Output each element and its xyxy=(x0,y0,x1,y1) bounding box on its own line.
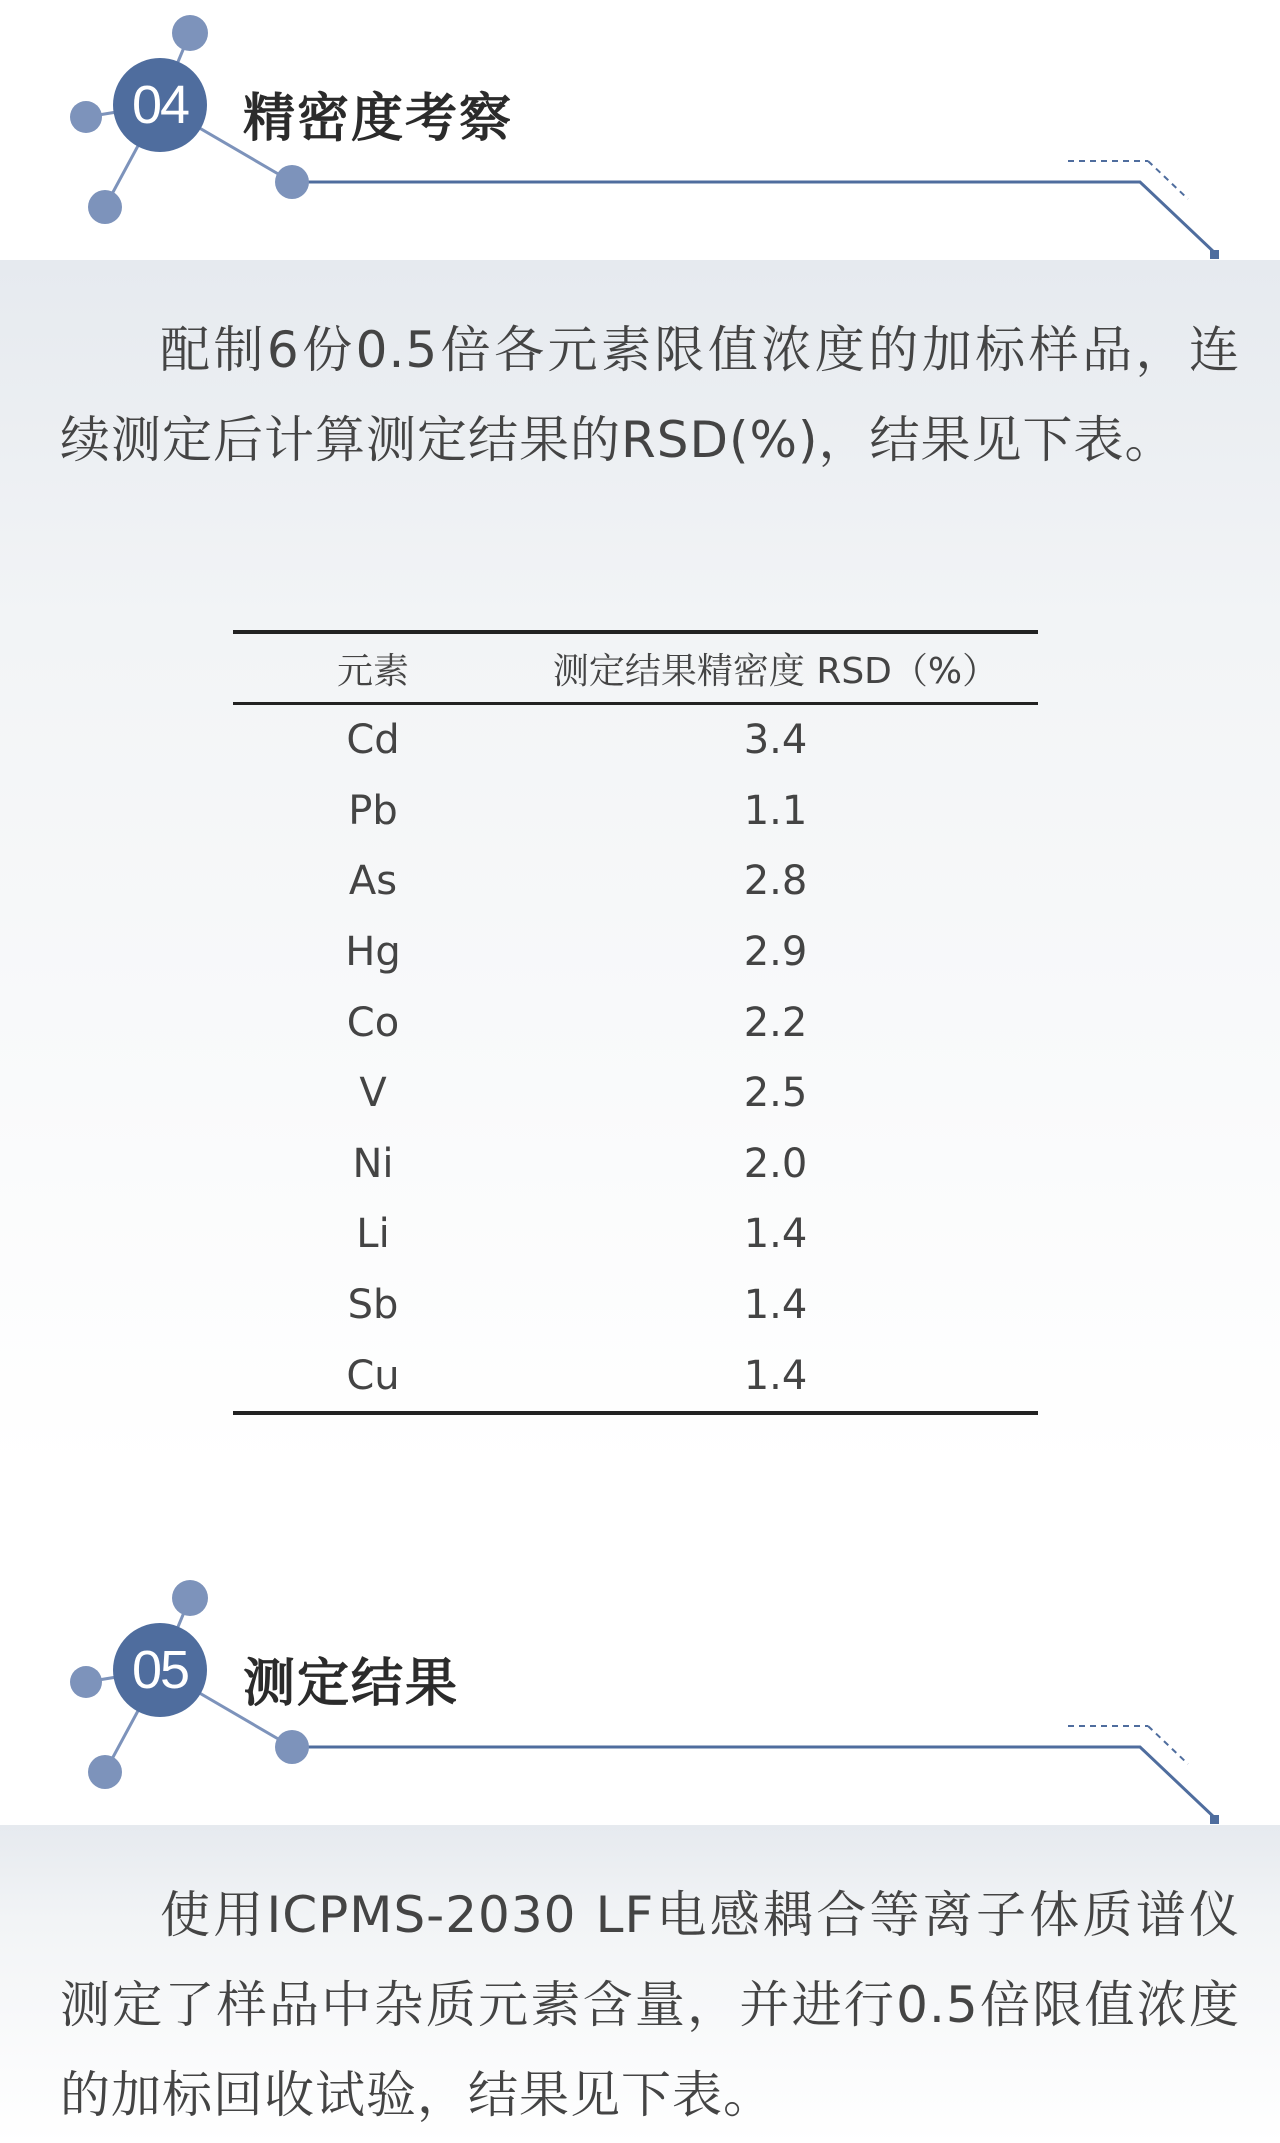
rsd-cell: 1.4 xyxy=(743,1282,808,1329)
rsd-table xyxy=(233,630,1038,1415)
table-row xyxy=(233,987,1038,1058)
table-row xyxy=(233,1199,1038,1270)
rsd-cell: 1.4 xyxy=(513,1340,1038,1413)
element-cell: Hg xyxy=(345,929,401,976)
element-cell: Pb xyxy=(348,787,398,834)
header-rsd: 测定结果精密度 RSD（%） xyxy=(513,632,1038,704)
section-number: 05 xyxy=(131,1640,189,1700)
table-header-row xyxy=(233,632,1038,704)
rsd-cell: 3.4 xyxy=(743,717,808,764)
element-cell: V xyxy=(359,1070,387,1117)
rsd-cell: 1.4 xyxy=(743,1211,808,1258)
element-cell: Ni xyxy=(352,1140,394,1187)
element-cell: Cu xyxy=(233,1340,513,1413)
section-05-paragraph: 使用ICPMS-2030 LF电感耦合等离子体质谱仪测定了样品中杂质元素含量，并进行0.5倍限值浓度的加标回收试验，结果见下表。 xyxy=(60,1886,1240,2124)
rsd-cell: 2.5 xyxy=(743,1070,808,1117)
table-row xyxy=(233,1129,1038,1200)
element-cell: Co xyxy=(346,999,400,1046)
rsd-cell: 2.0 xyxy=(743,1140,808,1187)
table-row xyxy=(233,704,1038,776)
element-cell: As xyxy=(348,858,398,905)
table-row xyxy=(233,846,1038,917)
header-element: 元素 xyxy=(233,632,513,704)
section-title: 精密度考察 xyxy=(243,89,514,149)
section-04-header xyxy=(0,0,1280,260)
rsd-cell: 2.2 xyxy=(743,999,808,1046)
element-cell: Cd xyxy=(346,717,400,764)
table-row xyxy=(233,1270,1038,1341)
rsd-cell: 2.9 xyxy=(743,929,808,976)
rsd-cell: 1.1 xyxy=(743,787,808,834)
section-number: 04 xyxy=(131,75,189,135)
section-04-paragraph: 配制6份0.5倍各元素限值浓度的加标样品，连续测定后计算测定结果的RSD(%)，结果见下表。 xyxy=(60,321,1240,469)
element-cell: Li xyxy=(356,1211,390,1258)
table-row xyxy=(233,1058,1038,1129)
table-row xyxy=(233,1340,1038,1413)
element-cell: Sb xyxy=(347,1282,399,1329)
section-title: 测定结果 xyxy=(243,1654,460,1714)
table-row xyxy=(233,917,1038,988)
table-row xyxy=(233,776,1038,847)
rsd-cell: 2.8 xyxy=(743,858,808,905)
section-05-header xyxy=(0,1565,1280,1825)
